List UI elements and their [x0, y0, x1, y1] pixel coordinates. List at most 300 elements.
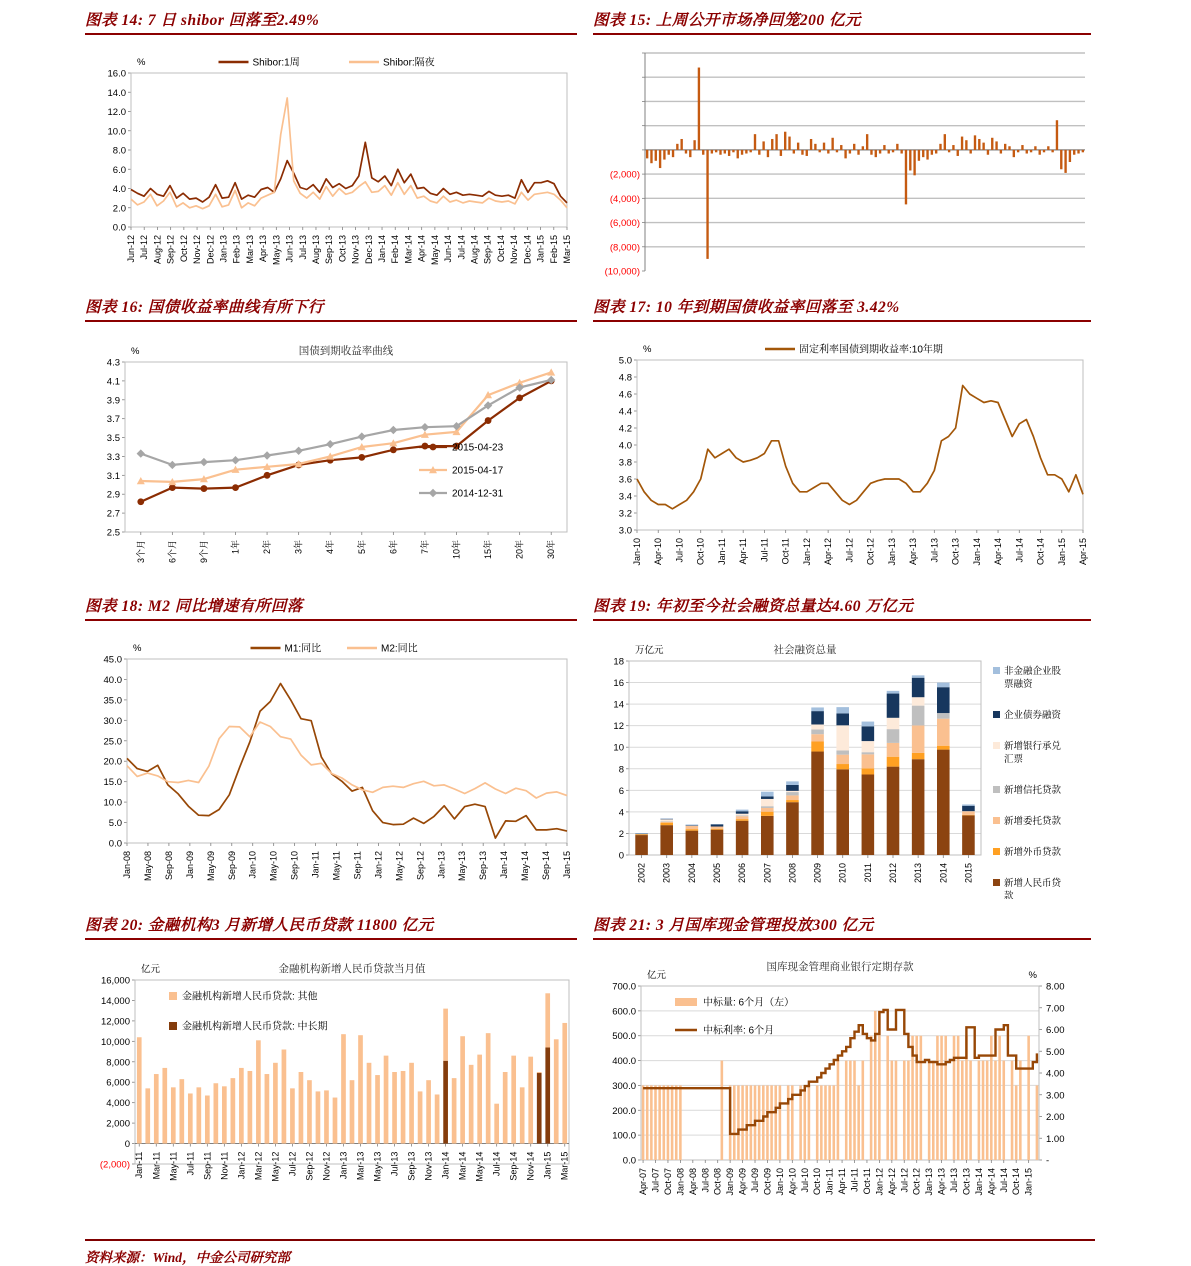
svg-text:中标量: 6个月（左）: 中标量: 6个月（左）: [703, 996, 794, 1009]
c20-svg: [85, 946, 577, 1224]
svg-text:4年: 4年: [324, 540, 335, 554]
svg-text:May-10: May-10: [269, 851, 279, 881]
svg-text:%: %: [131, 346, 140, 357]
svg-text:May-14: May-14: [475, 1152, 485, 1182]
svg-text:Sep-14: Sep-14: [541, 851, 551, 880]
svg-text:Jan-12: Jan-12: [236, 1152, 246, 1180]
svg-text:Feb-15: Feb-15: [549, 235, 559, 264]
svg-text:3.9: 3.9: [107, 395, 120, 406]
svg-text:%: %: [643, 344, 652, 355]
figure-21-title: 图表 21: 3 月国库现金管理投放300 亿元: [593, 913, 1091, 940]
svg-text:10.0: 10.0: [108, 126, 127, 137]
svg-text:(4,000): (4,000): [610, 194, 640, 205]
svg-text:Oct-11: Oct-11: [862, 1168, 872, 1194]
svg-text:2.0: 2.0: [113, 203, 126, 214]
svg-text:Feb-13: Feb-13: [232, 235, 242, 264]
svg-text:Jul-11: Jul-11: [759, 538, 769, 562]
svg-text:Nov-13: Nov-13: [351, 235, 361, 264]
svg-text:Sep-14: Sep-14: [509, 1152, 519, 1181]
svg-text:2012: 2012: [888, 863, 898, 883]
svg-text:300.0: 300.0: [612, 1081, 636, 1092]
svg-text:2005: 2005: [712, 863, 722, 883]
svg-text:Apr-10: Apr-10: [787, 1168, 797, 1195]
svg-text:4.0: 4.0: [113, 184, 126, 195]
svg-text:3.8: 3.8: [619, 458, 632, 469]
svg-text:Jul-13: Jul-13: [929, 538, 939, 563]
svg-text:0: 0: [125, 1139, 130, 1150]
svg-text:May-13: May-13: [271, 235, 281, 265]
svg-text:500.0: 500.0: [612, 1031, 636, 1042]
svg-text:7.00: 7.00: [1046, 1003, 1065, 1014]
svg-text:Jul-10: Jul-10: [800, 1168, 810, 1193]
figure-15: [593, 8, 1091, 286]
svg-text:Mar-14: Mar-14: [458, 1152, 468, 1181]
svg-text:Jul-11: Jul-11: [850, 1168, 860, 1192]
svg-text:Apr-14: Apr-14: [417, 235, 427, 262]
svg-text:May-13: May-13: [457, 851, 467, 881]
svg-text:200.0: 200.0: [612, 1106, 636, 1117]
svg-text:5.0: 5.0: [619, 356, 632, 367]
svg-text:Dec-14: Dec-14: [522, 235, 532, 264]
svg-text:新增人民币贷: 新增人民币贷: [1004, 877, 1062, 889]
svg-text:600.0: 600.0: [612, 1006, 636, 1017]
svg-text:Jul-14: Jul-14: [492, 1152, 502, 1177]
svg-text:2010: 2010: [838, 863, 848, 883]
figure-16-chart: [85, 328, 577, 585]
svg-text:Oct-09: Oct-09: [762, 1168, 772, 1195]
svg-text:2004: 2004: [687, 863, 697, 883]
svg-text:Sep-11: Sep-11: [202, 1152, 212, 1180]
svg-text:9个月: 9个月: [198, 540, 209, 563]
c21-svg: [593, 946, 1091, 1224]
figure-14: [85, 8, 577, 286]
svg-text:4.1: 4.1: [107, 376, 120, 387]
svg-text:40.0: 40.0: [104, 675, 123, 686]
svg-text:14.0: 14.0: [108, 88, 127, 99]
svg-text:35.0: 35.0: [104, 695, 123, 706]
svg-text:万亿元: 万亿元: [635, 644, 664, 656]
svg-text:Nov-11: Nov-11: [219, 1152, 229, 1180]
svg-text:2007: 2007: [762, 863, 772, 883]
svg-text:4.00: 4.00: [1046, 1069, 1065, 1080]
svg-text:0: 0: [619, 851, 624, 862]
svg-text:4: 4: [619, 807, 624, 818]
svg-text:Mar-15: Mar-15: [560, 1152, 570, 1181]
svg-text:2.7: 2.7: [107, 509, 120, 520]
svg-text:Mar-11: Mar-11: [151, 1152, 161, 1180]
svg-text:Nov-12: Nov-12: [192, 235, 202, 264]
figure-18-chart: [85, 627, 577, 904]
svg-text:Jan-09: Jan-09: [725, 1168, 735, 1196]
figure-19-chart: [593, 627, 1091, 904]
svg-text:(2,000): (2,000): [610, 170, 640, 181]
svg-text:8.0: 8.0: [113, 146, 126, 157]
svg-text:3.00: 3.00: [1046, 1090, 1065, 1101]
svg-text:25.0: 25.0: [104, 736, 123, 747]
svg-text:Apr-10: Apr-10: [653, 538, 663, 565]
svg-text:Jun-12: Jun-12: [126, 235, 136, 263]
svg-text:May-13: May-13: [373, 1152, 383, 1182]
svg-text:2006: 2006: [737, 863, 747, 883]
svg-text:Jan-13: Jan-13: [436, 851, 446, 879]
svg-text:Oct-10: Oct-10: [812, 1168, 822, 1195]
svg-text:20.0: 20.0: [104, 757, 123, 768]
svg-text:Jan-10: Jan-10: [775, 1168, 785, 1196]
svg-text:Oct-07: Oct-07: [663, 1168, 673, 1195]
svg-text:票融资: 票融资: [1004, 678, 1033, 690]
svg-text:Feb-14: Feb-14: [390, 235, 400, 264]
svg-text:0.0: 0.0: [623, 1156, 636, 1167]
svg-text:Jan-14: Jan-14: [974, 1168, 984, 1196]
svg-text:Jan-09: Jan-09: [185, 851, 195, 879]
svg-text:Oct-12: Oct-12: [179, 235, 189, 262]
svg-text:亿元: 亿元: [141, 963, 161, 975]
svg-text:Jan-15: Jan-15: [1024, 1168, 1034, 1196]
svg-text:2003: 2003: [662, 863, 672, 883]
svg-text:6年: 6年: [387, 540, 398, 554]
svg-text:Sep-11: Sep-11: [352, 851, 362, 879]
svg-text:Sep-14: Sep-14: [483, 235, 493, 264]
svg-text:3.7: 3.7: [107, 414, 120, 425]
svg-text:45.0: 45.0: [104, 655, 123, 666]
svg-text:May-11: May-11: [332, 851, 342, 880]
svg-text:Apr-15: Apr-15: [1078, 538, 1088, 565]
svg-text:Apr-07: Apr-07: [638, 1168, 648, 1195]
svg-text:Jul-09: Jul-09: [750, 1168, 760, 1193]
svg-text:新增外币贷款: 新增外币贷款: [1004, 846, 1062, 858]
svg-text:Oct-10: Oct-10: [696, 538, 706, 565]
svg-text:6,000: 6,000: [106, 1078, 130, 1089]
svg-text:Dec-13: Dec-13: [364, 235, 374, 264]
svg-text:Apr-14: Apr-14: [986, 1168, 996, 1195]
svg-text:M2:同比: M2:同比: [381, 642, 418, 655]
figure-20-title: 图表 20: 金融机构3 月新增人民币贷款 11800 亿元: [85, 913, 577, 940]
figure-16: [85, 295, 577, 585]
svg-text:Oct-08: Oct-08: [713, 1168, 723, 1195]
svg-text:May-08: May-08: [143, 851, 153, 881]
svg-text:Apr-11: Apr-11: [738, 538, 748, 564]
svg-text:2: 2: [619, 829, 624, 840]
svg-text:款: 款: [1004, 890, 1014, 899]
svg-text:30年: 30年: [545, 540, 556, 559]
svg-text:M1:同比: M1:同比: [285, 642, 322, 655]
svg-text:Jul-12: Jul-12: [899, 1168, 909, 1193]
svg-text:新增信托贷款: 新增信托贷款: [1004, 784, 1062, 796]
svg-text:非金融企业股: 非金融企业股: [1004, 665, 1062, 677]
svg-text:Jan-15: Jan-15: [562, 851, 572, 879]
svg-text:6: 6: [619, 786, 624, 797]
svg-text:Oct-11: Oct-11: [781, 538, 791, 564]
svg-text:10: 10: [613, 743, 624, 754]
svg-text:Jan-10: Jan-10: [248, 851, 258, 879]
svg-text:Apr-13: Apr-13: [937, 1168, 947, 1195]
svg-text:700.0: 700.0: [612, 982, 636, 993]
svg-text:16: 16: [613, 678, 624, 689]
svg-text:(10,000): (10,000): [605, 267, 640, 278]
svg-text:18: 18: [613, 657, 624, 668]
svg-text:Jan-10: Jan-10: [632, 538, 642, 566]
svg-text:Jun-14: Jun-14: [443, 235, 453, 263]
svg-text:2.00: 2.00: [1046, 1112, 1065, 1123]
c15-svg: [593, 41, 1091, 281]
svg-text:Sep-12: Sep-12: [166, 235, 176, 264]
svg-text:Jan-13: Jan-13: [924, 1168, 934, 1196]
svg-text:%: %: [1029, 970, 1038, 981]
svg-text:社会融资总量: 社会融资总量: [774, 643, 837, 656]
svg-text:3.0: 3.0: [619, 526, 632, 537]
svg-text:Jan-12: Jan-12: [874, 1168, 884, 1196]
svg-text:2015-04-17: 2015-04-17: [452, 466, 504, 477]
svg-text:12.0: 12.0: [108, 107, 127, 118]
svg-text:8: 8: [619, 764, 624, 775]
figure-19: [593, 594, 1091, 904]
svg-text:Oct-12: Oct-12: [866, 538, 876, 565]
svg-text:3个月: 3个月: [135, 540, 146, 563]
svg-text:金融机构新增人民币贷款当月值: 金融机构新增人民币贷款当月值: [279, 962, 426, 975]
figure-17-title: 图表 17: 10 年到期国债收益率回落至 3.42%: [593, 295, 1091, 322]
svg-text:Jul-14: Jul-14: [456, 235, 466, 260]
c16-svg: [85, 328, 577, 580]
svg-text:Aug-13: Aug-13: [311, 235, 321, 264]
svg-text:2年: 2年: [261, 540, 272, 554]
svg-text:Jul-10: Jul-10: [674, 538, 684, 563]
svg-text:Jun-13: Jun-13: [285, 235, 295, 263]
svg-text:%: %: [133, 643, 142, 654]
svg-text:Sep-12: Sep-12: [415, 851, 425, 880]
svg-text:Jul-14: Jul-14: [1014, 538, 1024, 563]
svg-text:Jan-12: Jan-12: [373, 851, 383, 879]
svg-text:12,000: 12,000: [101, 1016, 130, 1027]
svg-text:5.00: 5.00: [1046, 1047, 1065, 1058]
svg-text:新增委托贷款: 新增委托贷款: [1004, 815, 1062, 827]
svg-text:Jan-08: Jan-08: [675, 1168, 685, 1196]
svg-text:2013: 2013: [913, 863, 923, 883]
svg-text:5.0: 5.0: [109, 818, 122, 829]
svg-text:Jan-14: Jan-14: [972, 538, 982, 566]
svg-text:May-12: May-12: [270, 1152, 280, 1182]
c18-svg: [85, 627, 577, 899]
svg-text:Oct-12: Oct-12: [912, 1168, 922, 1195]
svg-text:2008: 2008: [787, 863, 797, 883]
svg-text:6个月: 6个月: [166, 540, 177, 563]
svg-text:Nov-14: Nov-14: [526, 1152, 536, 1181]
figure-15-chart: [593, 41, 1091, 286]
svg-text:Jan-13: Jan-13: [887, 538, 897, 566]
svg-text:10,000: 10,000: [101, 1037, 130, 1048]
svg-text:4,000: 4,000: [106, 1098, 130, 1109]
svg-text:Apr-11: Apr-11: [837, 1168, 847, 1194]
svg-text:2009: 2009: [813, 863, 823, 883]
svg-text:Jul-14: Jul-14: [999, 1168, 1009, 1193]
svg-text:2002: 2002: [637, 863, 647, 883]
svg-text:%: %: [137, 57, 146, 68]
svg-text:亿元: 亿元: [647, 969, 667, 981]
svg-text:4.3: 4.3: [107, 358, 120, 369]
svg-text:国库现金管理商业银行定期存款: 国库现金管理商业银行定期存款: [767, 960, 914, 973]
svg-text:Apr-12: Apr-12: [823, 538, 833, 565]
svg-text:Oct-14: Oct-14: [496, 235, 506, 262]
svg-text:Mar-14: Mar-14: [403, 235, 413, 264]
svg-text:Shibor:隔夜: Shibor:隔夜: [383, 56, 435, 69]
svg-text:Jul-07: Jul-07: [651, 1168, 661, 1193]
svg-text:Shibor:1周: Shibor:1周: [253, 57, 300, 69]
svg-text:2015: 2015: [963, 863, 973, 883]
svg-text:Jan-14: Jan-14: [441, 1152, 451, 1180]
svg-text:Jan-12: Jan-12: [802, 538, 812, 566]
svg-text:固定利率国债到期收益率:10年期: 固定利率国债到期收益率:10年期: [799, 343, 943, 356]
svg-text:Apr-13: Apr-13: [258, 235, 268, 262]
figure-20-chart: [85, 946, 577, 1229]
svg-text:Oct-14: Oct-14: [1036, 538, 1046, 565]
figure-19-title: 图表 19: 年初至今社会融资总量达4.60 万亿元: [593, 594, 1091, 621]
svg-text:Jan-11: Jan-11: [825, 1168, 835, 1195]
svg-text:Sep-10: Sep-10: [290, 851, 300, 880]
source-note: 资料来源：Wind，中金公司研究部: [85, 1239, 1095, 1266]
svg-text:2,000: 2,000: [106, 1119, 130, 1130]
svg-text:5年: 5年: [356, 540, 367, 554]
svg-text:-: -: [1046, 1156, 1049, 1167]
svg-text:Jul-13: Jul-13: [298, 235, 308, 260]
svg-text:Aug-14: Aug-14: [470, 235, 480, 264]
svg-text:Jan-11: Jan-11: [717, 538, 727, 565]
svg-text:Oct-13: Oct-13: [961, 1168, 971, 1195]
svg-text:Apr-12: Apr-12: [887, 1168, 897, 1195]
svg-text:Jan-13: Jan-13: [218, 235, 228, 263]
svg-text:Sep-09: Sep-09: [227, 851, 237, 880]
svg-text:Jul-13: Jul-13: [390, 1152, 400, 1177]
svg-text:16.0: 16.0: [108, 69, 127, 80]
figure-17: [593, 295, 1091, 585]
svg-text:0.0: 0.0: [113, 223, 126, 234]
svg-text:2015-04-23: 2015-04-23: [452, 443, 504, 454]
svg-text:Mar-15: Mar-15: [562, 235, 572, 264]
svg-text:(2,000): (2,000): [100, 1160, 130, 1171]
svg-text:May-14: May-14: [520, 851, 530, 881]
svg-text:10.0: 10.0: [104, 798, 123, 809]
svg-text:3.5: 3.5: [107, 433, 120, 444]
svg-text:Jul-12: Jul-12: [844, 538, 854, 563]
svg-text:Jul-11: Jul-11: [185, 1152, 195, 1176]
svg-text:Jan-15: Jan-15: [543, 1152, 553, 1180]
figure-21: [593, 913, 1091, 1229]
svg-text:14,000: 14,000: [101, 996, 130, 1007]
svg-text:Oct-14: Oct-14: [1011, 1168, 1021, 1195]
svg-text:Jan-14: Jan-14: [377, 235, 387, 263]
svg-text:Jul-12: Jul-12: [139, 235, 149, 260]
c14-svg: [85, 41, 577, 281]
svg-text:3.3: 3.3: [107, 452, 120, 463]
svg-text:12: 12: [613, 721, 624, 732]
figure-15-title: 图表 15: 上周公开市场净回笼200 亿元: [593, 8, 1091, 35]
svg-text:2014: 2014: [938, 863, 948, 883]
figure-14-title: 图表 14: 7 日 shibor 回落至2.49%: [85, 8, 577, 35]
svg-text:Sep-12: Sep-12: [304, 1152, 314, 1181]
svg-text:6.0: 6.0: [113, 165, 126, 176]
svg-text:Sep-13: Sep-13: [324, 235, 334, 264]
svg-text:中标利率: 6个月: 中标利率: 6个月: [703, 1024, 774, 1037]
svg-text:Nov-14: Nov-14: [509, 235, 519, 264]
svg-text:14: 14: [613, 700, 624, 711]
svg-text:10年: 10年: [451, 540, 462, 559]
svg-text:16,000: 16,000: [101, 976, 130, 987]
figure-17-chart: [593, 328, 1091, 585]
svg-text:Sep-13: Sep-13: [407, 1152, 417, 1181]
svg-text:(8,000): (8,000): [610, 242, 640, 253]
svg-text:1.00: 1.00: [1046, 1134, 1065, 1145]
svg-text:May-11: May-11: [168, 1152, 178, 1181]
c19-svg: [593, 627, 1091, 899]
svg-text:May-12: May-12: [394, 851, 404, 881]
svg-text:4.0: 4.0: [619, 441, 632, 452]
svg-text:新增银行承兑: 新增银行承兑: [1004, 740, 1062, 752]
svg-text:20年: 20年: [514, 540, 525, 559]
figure-14-chart: [85, 41, 577, 286]
svg-text:Jan-11: Jan-11: [311, 851, 321, 878]
svg-text:30.0: 30.0: [104, 716, 123, 727]
svg-text:6.00: 6.00: [1046, 1025, 1065, 1036]
svg-text:Aug-12: Aug-12: [152, 235, 162, 264]
svg-text:100.0: 100.0: [612, 1131, 636, 1142]
svg-text:Mar-12: Mar-12: [253, 1152, 263, 1181]
svg-text:May-14: May-14: [430, 235, 440, 265]
svg-text:2.5: 2.5: [107, 528, 120, 539]
svg-text:Dec-12: Dec-12: [205, 235, 215, 264]
svg-text:8,000: 8,000: [106, 1057, 130, 1068]
svg-text:Jan-08: Jan-08: [122, 851, 132, 879]
svg-text:Oct-13: Oct-13: [337, 235, 347, 262]
figure-21-chart: [593, 946, 1091, 1229]
svg-text:0.0: 0.0: [109, 839, 122, 850]
svg-text:Apr-13: Apr-13: [908, 538, 918, 565]
svg-text:3.4: 3.4: [619, 492, 632, 503]
svg-text:4.6: 4.6: [619, 390, 632, 401]
svg-text:金融机构新增人民币贷款: 中长期: 金融机构新增人民币贷款: 中长期: [182, 1020, 328, 1033]
figure-grid: [85, 8, 1095, 1229]
svg-text:Jan-11: Jan-11: [134, 1152, 144, 1179]
svg-text:Mar-13: Mar-13: [356, 1152, 366, 1181]
svg-text:2.9: 2.9: [107, 490, 120, 501]
svg-text:国债到期收益率曲线: 国债到期收益率曲线: [299, 344, 394, 357]
figure-18-title: 图表 18: M2 同比增速有所回落: [85, 594, 577, 621]
figure-20: [85, 913, 577, 1229]
svg-text:3年: 3年: [293, 540, 304, 554]
svg-text:4.4: 4.4: [619, 407, 632, 418]
svg-text:Oct-13: Oct-13: [951, 538, 961, 565]
svg-text:Sep-13: Sep-13: [478, 851, 488, 880]
svg-text:4.2: 4.2: [619, 424, 632, 435]
svg-text:企业债券融资: 企业债券融资: [1004, 709, 1062, 721]
svg-text:汇票: 汇票: [1004, 754, 1023, 765]
svg-text:400.0: 400.0: [612, 1056, 636, 1067]
svg-text:Apr-09: Apr-09: [738, 1168, 748, 1195]
svg-text:Jul-12: Jul-12: [287, 1152, 297, 1177]
svg-text:1年: 1年: [230, 540, 241, 554]
svg-text:Nov-13: Nov-13: [424, 1152, 434, 1181]
figure-16-title: 图表 16: 国债收益率曲线有所下行: [85, 295, 577, 322]
svg-text:2014-12-31: 2014-12-31: [452, 489, 504, 500]
svg-text:Nov-12: Nov-12: [321, 1152, 331, 1181]
svg-text:Apr-08: Apr-08: [688, 1168, 698, 1195]
svg-text:Jul-08: Jul-08: [700, 1168, 710, 1193]
svg-text:Jan-13: Jan-13: [338, 1152, 348, 1180]
svg-text:8.00: 8.00: [1046, 982, 1065, 993]
svg-text:3.1: 3.1: [107, 471, 120, 482]
svg-text:4.8: 4.8: [619, 373, 632, 384]
svg-text:Jan-14: Jan-14: [499, 851, 509, 879]
svg-text:Jan-15: Jan-15: [536, 235, 546, 263]
svg-text:3.2: 3.2: [619, 509, 632, 520]
c17-svg: [593, 328, 1091, 580]
